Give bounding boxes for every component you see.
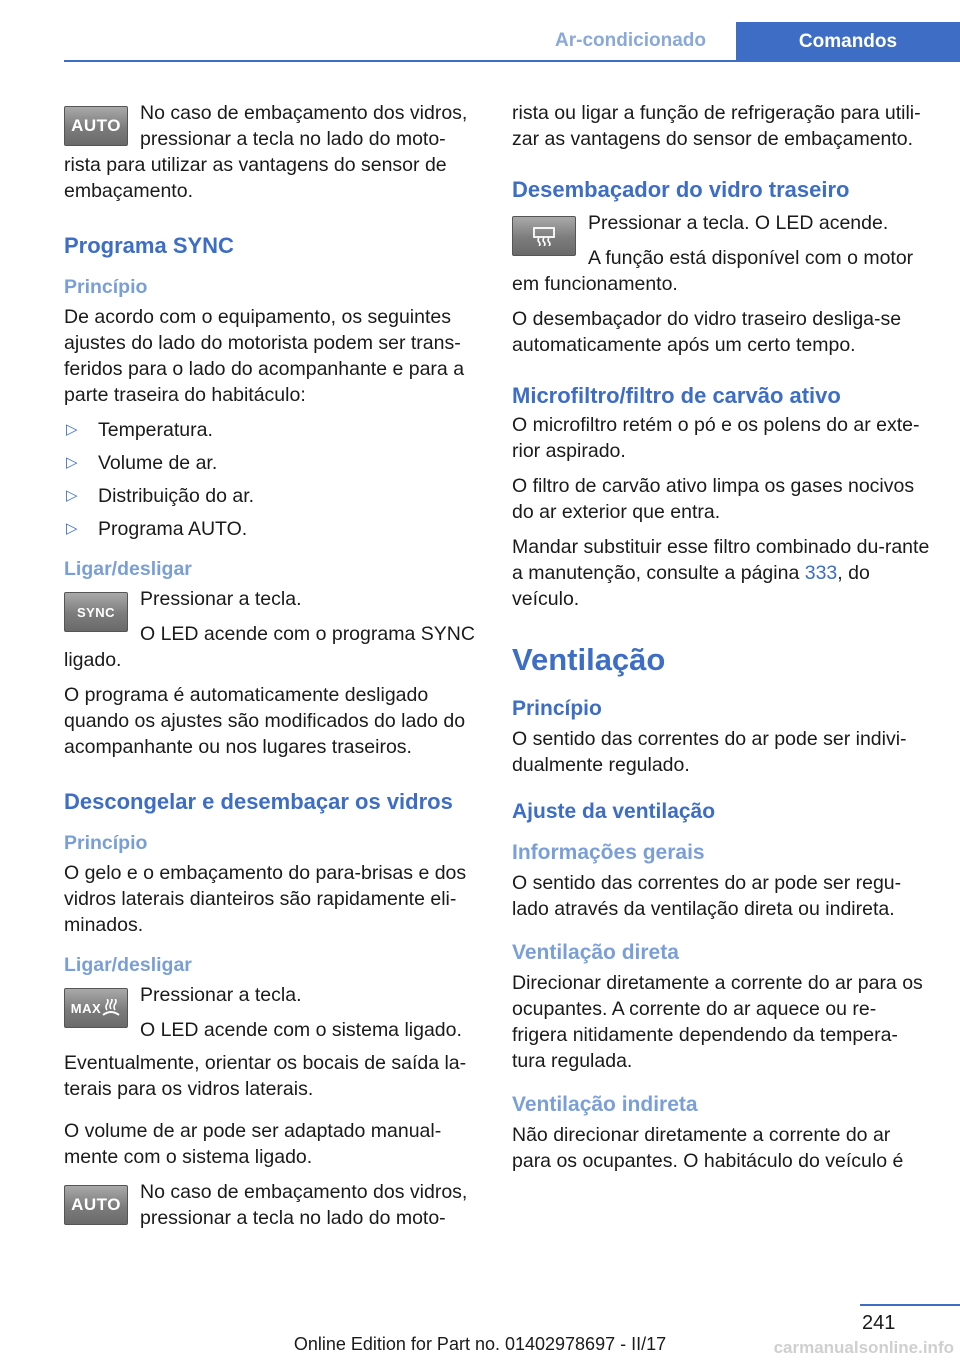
paragraph: em funcionamento. [512,273,678,295]
max-defrost-key-block [64,982,480,1043]
page-header [0,0,960,64]
list-item: ▷ Distribuição do ar. [66,485,255,507]
heading-indirect-ventilation: Ventilação indireta [512,1093,698,1116]
paragraph: O desembaçador do vidro traseiro desliga-se automaticamente após um certo tempo. [512,308,902,356]
triangle-bullet-icon: ▷ [66,421,78,438]
paragraph: O gelo e o embaçamento do para-brisas e dos vidros laterais dianteiros são rapidamente eli-minados. [64,862,467,936]
heading-microfilter: Microfiltro/filtro de carvão ativo [512,383,841,408]
heading-on-off: Ligar/desligar [64,954,192,976]
heading-defrost: Descongelar e desembaçar os vidros [64,789,453,814]
rear-defrost-icon [531,226,557,246]
paragraph: Eventualmente, orientar os bocais de saída la-terais para os vidros laterais. [64,1052,467,1100]
paragraph: O programa é automaticamente desligado quando os ajustes são modificados do lado do acompanhante ou nos lugares traseiros. [64,684,466,758]
heading-sync-program: Programa SYNC [64,233,234,258]
paragraph: Direcionar diretamente a corrente do ar para os ocupantes. A corrente do ar aquece ou re-frigera nitidamente dependendo da tempera-tura regulada. [512,972,923,1072]
auto-key-block [64,100,480,152]
paragraph: Mandar substituir esse filtro combinado du-rante a manutenção, consulte a página 333, do veículo. [512,536,930,610]
heading-general-info: Informações gerais [512,841,705,864]
rear-defrost-key-block [512,210,930,271]
footer-rule [860,1304,960,1306]
paragraph: O filtro de carvão ativo limpa os gases nocivos do ar exterior que entra. [512,475,915,523]
watermark: carmanualsonline.info [773,1338,954,1357]
paragraph: ligado. [64,649,122,671]
right-column [512,100,930,1183]
paragraph: Pressionar a tecla. [140,984,302,1006]
paragraph: O sentido das correntes do ar pode ser regu-lado através da ventilação direta ou indireta. [512,872,902,920]
triangle-bullet-icon: ▷ [66,487,78,504]
paragraph: Não direcionar diretamente a corrente do ar para os ocupantes. O habitáculo do veículo é [512,1124,904,1172]
windshield-defrost-icon [101,999,121,1017]
triangle-bullet-icon: ▷ [66,454,78,471]
paragraph: O LED acende com o sistema ligado. [140,1019,462,1041]
edition-footer: Online Edition for Part no. 01402978697 - II/17 [293,1334,667,1354]
paragraph: O volume de ar pode ser adaptado manual-mente com o sistema ligado. [64,1120,442,1168]
paragraph: O LED acende com o programa SYNC [140,623,475,645]
page-number: 241 [862,1312,896,1334]
rear-defrost-button-icon [512,216,576,256]
heading-principle: Princípio [64,832,148,854]
heading-ventilation: Ventilação [512,642,666,677]
sync-button-icon: SYNC [64,592,128,632]
list-item: ▷ Temperatura. [66,419,213,441]
list-item: ▷ Programa AUTO. [66,518,248,540]
list-item: ▷ Volume de ar. [66,452,218,474]
header-section-title: Ar-condicionado [555,30,706,51]
paragraph: Pressionar a tecla. [140,588,302,610]
paragraph: A função está disponível com o motor [588,247,914,269]
sync-key-block [64,586,480,647]
header-chapter-tab: Comandos [736,22,960,62]
bullet-list [64,417,480,542]
heading-principle: Princípio [64,276,148,298]
left-column [64,100,480,1240]
paragraph: No caso de embaçamento dos vidros, pressionar a tecla no lado do moto- [140,1181,468,1229]
triangle-bullet-icon: ▷ [66,520,78,537]
auto-button-icon: AUTO [64,1185,128,1225]
heading-rear-defroster: Desembaçador do vidro traseiro [512,177,850,202]
heading-principle: Princípio [512,697,602,720]
heading-ventilation-adjust: Ajuste da ventilação [512,800,716,823]
header-rule [64,60,960,62]
paragraph: rista para utilizar as vantagens do sensor de embaçamento. [64,154,447,202]
max-defrost-button-icon: MAX [64,988,128,1028]
heading-on-off: Ligar/desligar [64,558,192,580]
heading-direct-ventilation: Ventilação direta [512,941,679,964]
paragraph: O microfiltro retém o pó e os polens do ar exte-rior aspirado. [512,414,920,462]
paragraph: De acordo com o equipamento, os seguintes ajustes do lado do motorista podem ser trans-feridos para o lado do acompanhante e para a parte traseira do habitáculo: [64,306,465,406]
paragraph: No caso de embaçamento dos vidros, pressionar a tecla no lado do moto- [140,102,468,150]
paragraph: rista ou ligar a função de refrigeração para utili-zar as vantagens do sensor de embaçamento. [512,102,921,150]
paragraph: Pressionar a tecla. O LED acende. [588,212,889,234]
auto-key-block-2 [64,1179,480,1231]
page-reference-link[interactable]: 333 [804,562,838,584]
auto-button-icon: AUTO [64,106,128,146]
paragraph: O sentido das correntes do ar pode ser indivi-dualmente regulado. [512,728,907,776]
